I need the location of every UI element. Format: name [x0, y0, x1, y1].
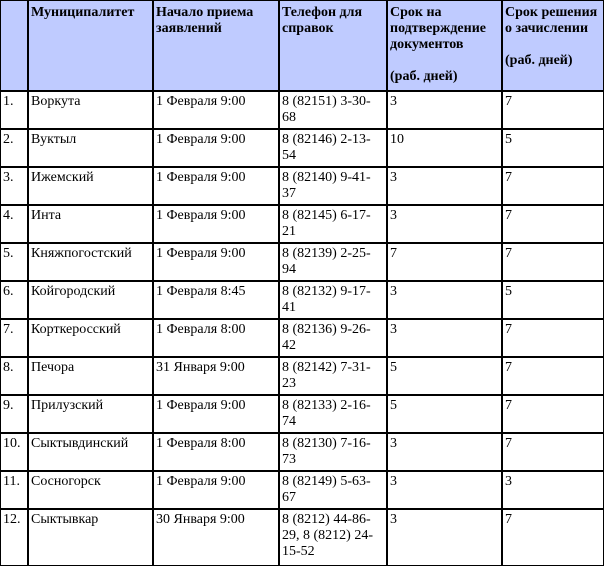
cell-municipality: Сосногорск [28, 471, 153, 509]
cell-phone: 8 (82145) 6-17-21 [279, 205, 387, 243]
header-decision-title: Срок решения о зачислении [505, 5, 598, 36]
cell-municipality: Сыктывкар [28, 509, 153, 566]
cell-start: 1 Февраля 9:00 [153, 167, 279, 205]
table-row [0, 167, 604, 205]
cell-number: 2. [0, 129, 28, 167]
header-confirm-unit: (раб. дней) [390, 69, 458, 84]
cell-confirm-period: 3 [387, 167, 502, 205]
cell-municipality: Воркута [28, 91, 153, 129]
cell-municipality: Сыктывдинский [28, 433, 153, 471]
cell-start: 31 Января 9:00 [153, 357, 279, 395]
cell-confirm-period: 3 [387, 281, 502, 319]
cell-start: 1 Февраля 9:00 [153, 471, 279, 509]
header-decision-unit: (раб. дней) [505, 53, 573, 68]
cell-number: 10. [0, 433, 28, 471]
cell-number: 6. [0, 281, 28, 319]
cell-decision-period: 5 [502, 281, 604, 319]
table-row [0, 509, 604, 566]
header-start: Начало приема заявлений [153, 0, 279, 91]
cell-start: 1 Февраля 9:00 [153, 205, 279, 243]
cell-decision-period: 7 [502, 433, 604, 471]
cell-municipality: Инта [28, 205, 153, 243]
cell-phone: 8 (82136) 9-26-42 [279, 319, 387, 357]
table-row [0, 129, 604, 167]
header-municipality: Муниципалитет [28, 0, 153, 91]
table-body [0, 91, 604, 566]
cell-decision-period: 7 [502, 395, 604, 433]
cell-decision-period: 7 [502, 509, 604, 566]
cell-decision-period: 7 [502, 319, 604, 357]
header-confirm-period [387, 0, 502, 91]
cell-phone: 8 (8212) 44-86-29, 8 (8212) 24-15-52 [279, 509, 387, 566]
cell-number: 1. [0, 91, 28, 129]
cell-municipality: Вуктыл [28, 129, 153, 167]
cell-confirm-period: 3 [387, 433, 502, 471]
cell-number: 5. [0, 243, 28, 281]
table-row [0, 357, 604, 395]
cell-phone: 8 (82139) 2-25-94 [279, 243, 387, 281]
table-row [0, 319, 604, 357]
cell-municipality: Прилузский [28, 395, 153, 433]
cell-municipality: Княжпогостский [28, 243, 153, 281]
cell-number: 8. [0, 357, 28, 395]
cell-start: 1 Февраля 8:00 [153, 433, 279, 471]
cell-confirm-period: 5 [387, 357, 502, 395]
table-row [0, 433, 604, 471]
cell-municipality: Печора [28, 357, 153, 395]
cell-phone: 8 (82142) 7-31-23 [279, 357, 387, 395]
cell-decision-period: 7 [502, 167, 604, 205]
cell-decision-period: 7 [502, 205, 604, 243]
cell-phone: 8 (82133) 2-16-74 [279, 395, 387, 433]
cell-phone: 8 (82132) 9-17-41 [279, 281, 387, 319]
header-confirm-title: Срок на подтверждение документов [390, 5, 486, 52]
table-row [0, 281, 604, 319]
cell-confirm-period: 3 [387, 471, 502, 509]
cell-phone: 8 (82130) 7-16-73 [279, 433, 387, 471]
cell-phone: 8 (82151) 3-30-68 [279, 91, 387, 129]
cell-start: 1 Февраля 8:00 [153, 319, 279, 357]
table-row [0, 205, 604, 243]
table-row [0, 471, 604, 509]
cell-confirm-period: 3 [387, 319, 502, 357]
cell-phone: 8 (82140) 9-41-37 [279, 167, 387, 205]
table-row [0, 395, 604, 433]
cell-number: 11. [0, 471, 28, 509]
cell-confirm-period: 7 [387, 243, 502, 281]
cell-decision-period: 7 [502, 91, 604, 129]
table-row [0, 243, 604, 281]
cell-confirm-period: 10 [387, 129, 502, 167]
cell-municipality: Койгородский [28, 281, 153, 319]
cell-number: 3. [0, 167, 28, 205]
cell-start: 1 Февраля 9:00 [153, 91, 279, 129]
cell-decision-period: 5 [502, 129, 604, 167]
cell-decision-period: 3 [502, 471, 604, 509]
cell-municipality: Ижемский [28, 167, 153, 205]
table-row [0, 91, 604, 129]
cell-start: 1 Февраля 9:00 [153, 129, 279, 167]
header-row [0, 0, 604, 91]
cell-decision-period: 7 [502, 357, 604, 395]
cell-start: 30 Января 9:00 [153, 509, 279, 566]
header-decision-period [502, 0, 604, 91]
header-phone: Телефон для справок [279, 0, 387, 91]
cell-decision-period: 7 [502, 243, 604, 281]
cell-start: 1 Февраля 9:00 [153, 243, 279, 281]
cell-confirm-period: 3 [387, 91, 502, 129]
cell-confirm-period: 5 [387, 395, 502, 433]
cell-phone: 8 (82149) 5-63-67 [279, 471, 387, 509]
cell-confirm-period: 3 [387, 509, 502, 566]
cell-confirm-period: 3 [387, 205, 502, 243]
cell-number: 12. [0, 509, 28, 566]
cell-municipality: Корткеросский [28, 319, 153, 357]
cell-number: 4. [0, 205, 28, 243]
cell-number: 9. [0, 395, 28, 433]
cell-start: 1 Февраля 8:45 [153, 281, 279, 319]
cell-start: 1 Февраля 9:00 [153, 395, 279, 433]
header-number [0, 0, 28, 91]
cell-phone: 8 (82146) 2-13-54 [279, 129, 387, 167]
cell-number: 7. [0, 319, 28, 357]
table-header [0, 0, 604, 91]
